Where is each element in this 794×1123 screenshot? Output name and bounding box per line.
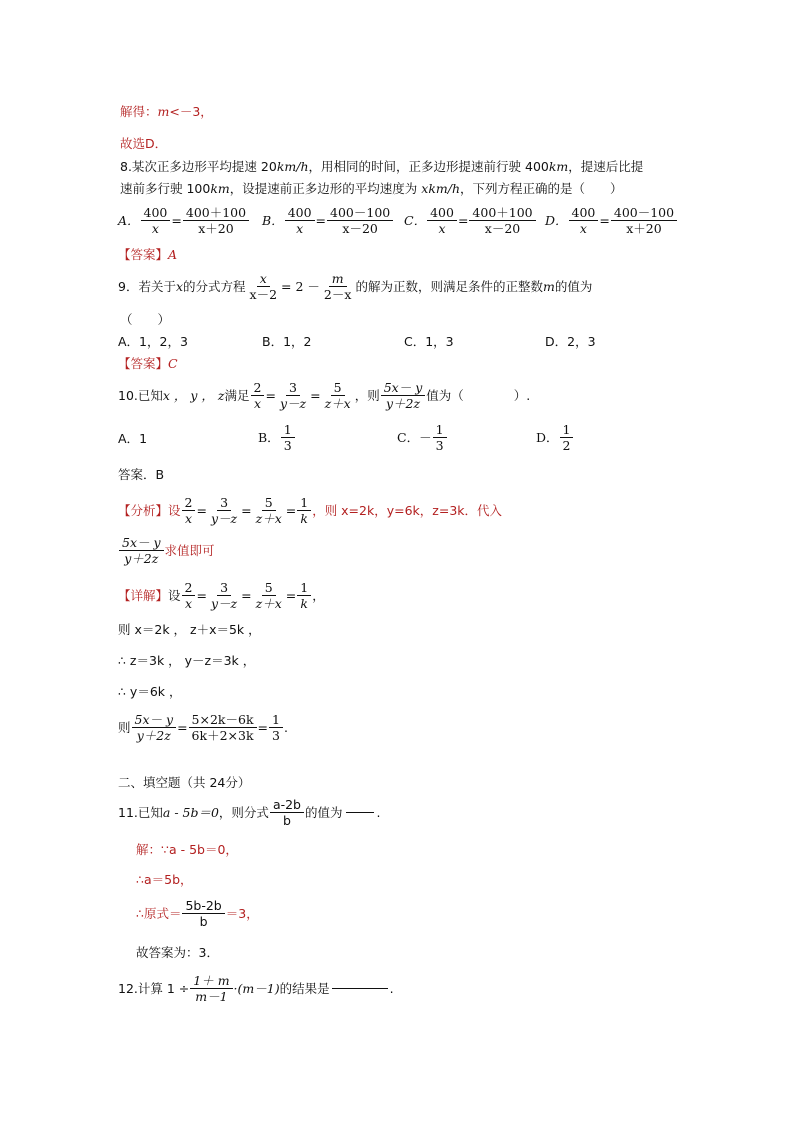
- fraction: [469, 205, 535, 236]
- equals: =: [265, 387, 276, 403]
- answer-blank[interactable]: [332, 988, 388, 989]
- q10-detail: [118, 580, 325, 611]
- denominator: x: [184, 511, 193, 526]
- answer-tag: 【答案】: [118, 247, 169, 262]
- q12-expr: ·(m－1): [233, 980, 280, 996]
- q12-text: .: [389, 980, 394, 996]
- q8-stem-line2: [120, 181, 623, 197]
- numerator: 5: [262, 495, 276, 511]
- q8-text: ，下列方程正确的是（ ）: [460, 181, 623, 196]
- q11-solution-line: 解：∵a - 5b＝0，: [136, 842, 238, 857]
- q11-text: ，则分式: [218, 804, 269, 820]
- answer-blank[interactable]: [346, 812, 374, 813]
- analysis-tag: 【分析】: [118, 502, 169, 518]
- q10-text: 10.已知: [118, 387, 163, 403]
- fraction: [119, 535, 164, 566]
- numerator: 5b-2b: [182, 898, 224, 914]
- numerator: 1: [281, 422, 295, 438]
- denominator: k: [300, 511, 308, 526]
- denominator: y－z: [210, 596, 238, 611]
- denominator: 3: [283, 438, 292, 453]
- q9-option-c: C．1，3: [404, 334, 454, 349]
- q11-text: .: [376, 804, 381, 820]
- answer-tag: 【答案】: [118, 356, 169, 371]
- fraction: [327, 205, 393, 236]
- q8-option-a: [118, 205, 250, 236]
- solve-relation: <－3，: [169, 104, 213, 119]
- denominator: x: [151, 221, 159, 236]
- fraction: [277, 380, 309, 411]
- denominator: k: [300, 596, 308, 611]
- option-letter: D．: [536, 429, 559, 445]
- fraction: [251, 380, 265, 411]
- detail-text: 设: [168, 587, 181, 603]
- numerator: 400: [141, 205, 171, 221]
- fraction: [281, 422, 295, 453]
- q10-option-c: [397, 422, 448, 453]
- numerator: 1＋ m: [190, 973, 232, 989]
- numerator: 1: [297, 495, 311, 511]
- q9-mid: = 2 －: [281, 278, 320, 294]
- detail-line: 则 x＝2k ， z＋x＝5k ，: [118, 622, 261, 637]
- q10-answer: 答案．B: [118, 467, 165, 482]
- analysis-text: ，则 x=2k，y=6k，z=3k．代入: [312, 502, 503, 518]
- denominator: y＋2z: [124, 551, 159, 566]
- numerator: 5: [262, 580, 276, 596]
- denominator: x－2: [249, 287, 278, 302]
- q8-option-c: [404, 205, 537, 236]
- fraction: [285, 205, 315, 236]
- option-letter: B．: [258, 429, 280, 445]
- q9-text: 的解为正数，则满足条件的正整数: [355, 278, 543, 294]
- detail-line: ∴ y＝6k ，: [118, 684, 182, 699]
- option-letter: D．: [545, 212, 568, 228]
- numerator: 1: [269, 712, 283, 728]
- solution-line: [120, 104, 213, 120]
- q8-unit: km/h: [276, 159, 309, 174]
- detail-line-final: [118, 712, 288, 743]
- denominator: y－z: [279, 396, 307, 411]
- q9-text: 9．若关于: [118, 278, 176, 294]
- numerator: 2: [182, 495, 196, 511]
- denominator: z＋x: [324, 396, 351, 411]
- numerator: x: [257, 271, 270, 287]
- denominator: x－20: [342, 221, 378, 236]
- q9-text: 的值为: [554, 278, 593, 294]
- q11-stem: [118, 797, 381, 828]
- q8-text: ，提速后比提: [568, 159, 644, 174]
- q11-text: ＝3，: [225, 905, 259, 921]
- numerator: 1: [433, 422, 447, 438]
- detail-text: ，: [312, 587, 325, 603]
- q11-solution-line: 故答案为：3．: [136, 945, 219, 960]
- solve-prefix: 解得：: [120, 104, 158, 119]
- answer-value: A: [168, 247, 178, 262]
- fraction: [321, 271, 355, 302]
- q9-stem: [118, 271, 592, 302]
- q10-option-a: [118, 431, 147, 447]
- denominator: y＋2z: [385, 396, 421, 411]
- analysis-text: 设: [168, 502, 181, 518]
- numerator: 400: [427, 205, 457, 221]
- option-value: 1: [139, 431, 148, 446]
- q8-stem-line1: [120, 159, 643, 175]
- option-letter: B．: [262, 212, 284, 228]
- fraction: [611, 205, 677, 236]
- q10-text: 满足: [224, 387, 250, 403]
- fraction: [183, 205, 249, 236]
- numerator: m: [329, 271, 347, 287]
- choose-label: 故选: [120, 136, 146, 151]
- fraction: [269, 712, 283, 743]
- fraction: [270, 797, 304, 828]
- denominator: b: [283, 813, 291, 828]
- numerator: 400＋100: [469, 205, 535, 221]
- denominator: x: [184, 596, 193, 611]
- fraction: [182, 495, 196, 526]
- q11-condition: a - 5b＝0: [162, 804, 219, 820]
- q11-text: 的值为: [305, 804, 343, 820]
- answer-value: C: [168, 356, 178, 371]
- equals: =: [285, 587, 297, 603]
- denominator: m－1: [195, 989, 228, 1004]
- denominator: y＋2z: [136, 728, 171, 743]
- q12-text: 的结果是: [279, 980, 330, 996]
- numerator: a-2b: [270, 797, 304, 813]
- numerator: 400: [285, 205, 315, 221]
- denominator: b: [199, 914, 208, 929]
- numerator: 400＋100: [183, 205, 249, 221]
- q8-unit: xkm/h: [421, 181, 461, 196]
- q8-text: 速前多行驶 100: [120, 181, 211, 196]
- numerator: 400－100: [327, 205, 393, 221]
- equals: =: [196, 587, 207, 603]
- option-letter: C．: [404, 212, 427, 228]
- option-letter: A．: [118, 431, 140, 446]
- equals: =: [196, 502, 207, 518]
- fraction: [560, 422, 574, 453]
- denominator: 3: [435, 438, 444, 453]
- equals: =: [315, 212, 327, 228]
- q10-stem: [118, 380, 530, 411]
- fraction: [253, 580, 285, 611]
- numerator: 5: [331, 380, 345, 396]
- detail-tag: 【详解】: [118, 587, 169, 603]
- q8-option-b: [262, 205, 394, 236]
- fraction: [141, 205, 171, 236]
- section-heading: 二、填空题（共 24分）: [118, 775, 251, 790]
- denominator: 6k＋2×3k: [191, 728, 254, 743]
- q10-text: 值为（ ）.: [426, 387, 531, 403]
- denominator: z＋x: [255, 511, 282, 526]
- q8-answer: [118, 247, 177, 263]
- numerator: 1: [560, 422, 574, 438]
- q10-option-b: [258, 422, 296, 453]
- q10-analysis-2: [118, 535, 215, 566]
- q9-var: m: [542, 278, 555, 294]
- equals: =: [177, 719, 188, 735]
- fraction: [433, 422, 447, 453]
- numerator: 5x－ y: [119, 535, 164, 551]
- fraction: [297, 495, 311, 526]
- numerator: 1: [297, 580, 311, 596]
- numerator: 5x－ y: [132, 712, 177, 728]
- fraction: [322, 380, 354, 411]
- equals: =: [241, 587, 252, 603]
- q12-text: 12.计算 1 ÷: [118, 980, 190, 996]
- q10-text: ，则: [354, 387, 380, 403]
- q9-option-a: A．1，2，3: [118, 334, 188, 349]
- q11-solution-line: ∴a＝5b，: [136, 872, 193, 887]
- denominator: x＋20: [198, 221, 234, 236]
- solve-var: m: [157, 104, 170, 119]
- equals: =: [310, 387, 321, 403]
- fraction: [247, 271, 281, 302]
- q9-answer: [118, 356, 178, 372]
- fraction: [427, 205, 457, 236]
- q10-option-d: [536, 422, 574, 453]
- denominator: z＋x: [255, 596, 282, 611]
- fraction: [190, 973, 232, 1004]
- equals: =: [285, 502, 297, 518]
- equals: =: [457, 212, 469, 228]
- denominator: y－z: [210, 511, 238, 526]
- q9-option-d: D．2，3: [545, 334, 596, 349]
- denominator: x: [438, 221, 446, 236]
- equals: =: [599, 212, 610, 228]
- denominator: 3: [272, 728, 280, 743]
- fraction: [182, 580, 196, 611]
- detail-text: .: [283, 719, 288, 735]
- fraction: [297, 580, 311, 611]
- q11-text: ∴原式＝: [136, 905, 182, 921]
- numerator: 400: [569, 205, 599, 221]
- numerator: 5x－ y: [381, 380, 426, 396]
- fraction: [253, 495, 285, 526]
- fraction: [208, 495, 240, 526]
- fraction: [569, 205, 599, 236]
- numerator: 3: [217, 495, 231, 511]
- q8-text: 8.某次正多边形平均提速 20: [120, 159, 277, 174]
- denominator: x: [253, 396, 261, 411]
- q10-analysis: [118, 495, 502, 526]
- detail-line: ∴ z＝3k ， y－z＝3k ，: [118, 653, 256, 668]
- q10-vars: x ， y ， z: [162, 387, 225, 403]
- fraction: [132, 712, 177, 743]
- denominator: x－20: [484, 221, 521, 236]
- denominator: x: [579, 221, 587, 236]
- q9-option-b: B．1，2: [262, 334, 312, 349]
- fraction: [182, 898, 224, 929]
- numerator: 3: [286, 380, 300, 396]
- q8-text: ，设提速前正多边形的平均速度为: [229, 181, 422, 196]
- q9-var: x: [175, 278, 184, 294]
- numerator: 3: [217, 580, 231, 596]
- q11-text: 11.已知: [118, 804, 163, 820]
- fraction: [381, 380, 426, 411]
- q8-option-d: [545, 205, 678, 236]
- denominator: x＋20: [626, 221, 662, 236]
- equals: =: [257, 719, 269, 735]
- q8-unit: km: [548, 159, 569, 174]
- numerator: 2: [182, 580, 196, 596]
- analysis-text: 求值即可: [164, 542, 215, 558]
- option-letter: C．－: [397, 429, 432, 445]
- denominator: x: [296, 221, 304, 236]
- numerator: 400－100: [611, 205, 677, 221]
- q11-solution-line: [136, 898, 259, 929]
- fraction: [208, 580, 240, 611]
- fraction: [189, 712, 257, 743]
- choose-value: D．: [145, 136, 168, 151]
- detail-text: 则: [118, 719, 131, 735]
- numerator: 2: [251, 380, 265, 396]
- denominator: 2－x: [323, 287, 352, 302]
- option-letter: A．: [118, 212, 140, 228]
- q12-stem: [118, 973, 394, 1004]
- choose-line: [120, 136, 167, 152]
- denominator: 2: [562, 438, 571, 453]
- numerator: 5×2k－6k: [189, 712, 257, 728]
- q9-paren: （ ）: [120, 312, 171, 327]
- q9-text: 的分式方程: [183, 278, 246, 294]
- q8-text: ，用相同的时间，正多边形提速前行驶 400: [308, 159, 549, 174]
- equals: =: [241, 502, 252, 518]
- q8-unit: km: [210, 181, 230, 196]
- equals: =: [171, 212, 182, 228]
